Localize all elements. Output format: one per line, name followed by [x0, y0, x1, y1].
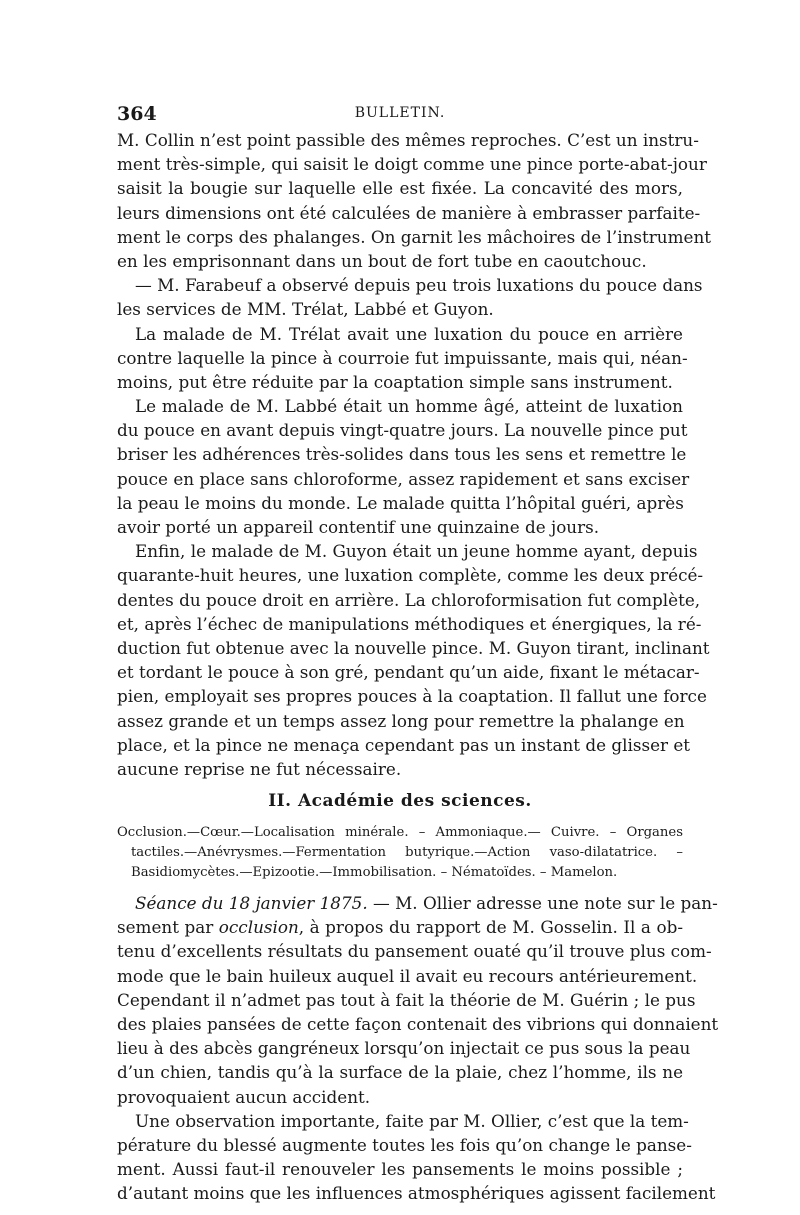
text-line: pien, employait ses propres pouces à la coaptation. Il fallut une force — [117, 686, 707, 707]
text-line: lieu à des abcès gangréneux lorsqu’on injectait ce pus sous la peau — [117, 1038, 691, 1059]
summary-line: tactiles.—Anévrysmes.—Fermentation butyrique.—Action vaso-dilatatrice. – — [131, 845, 683, 861]
paragraph — [117, 128, 712, 273]
text-line: pouce en place sans chloroforme, assez rapidement et sans exciser — [117, 468, 690, 489]
paragraph — [117, 394, 690, 539]
running-title: BULLETIN. — [354, 105, 446, 121]
text-line: quarante-huit heures, une luxation complète, comme les deux précé- — [117, 565, 704, 586]
text-line — [117, 891, 718, 915]
text-line: Enfin, le malade de M. Guyon était un jeune homme ayant, depuis — [135, 541, 698, 562]
seance-date: Séance du 18 janvier 1875. — [135, 893, 368, 914]
paragraph — [117, 273, 703, 321]
text-line: mode que le bain huileux auquel il avait eu recours antérieurement. — [117, 965, 698, 986]
italic-term: occlusion — [218, 917, 299, 938]
text-line: d’un chien, tandis qu’à la surface de la plaie, chez l’homme, ils ne — [117, 1062, 683, 1083]
text-line: moins, put être réduite par la coaptation simple sans instrument. — [117, 371, 673, 392]
paragraph — [117, 1109, 716, 1206]
text-line: et tordant le pouce à son gré, pendant qu’un aide, fixant le métacar- — [117, 662, 700, 683]
text-line: dentes du pouce droit en arrière. La chloroformisation fut complète, — [117, 589, 701, 610]
text-line: ment. Aussi faut-il renouveler les pansements le moins possible ; — [117, 1159, 683, 1180]
text-line: briser les adhérences très-solides dans tous les sens et remettre le — [117, 444, 687, 465]
text-line: tenu d’excellents résultats du pansement ouaté qu’il trouve plus com- — [117, 941, 712, 962]
text-line: provoquaient aucun accident. — [117, 1086, 371, 1107]
text-line: Le malade de M. Labbé était un homme âgé, atteint de luxation — [135, 396, 683, 417]
text-line: en les emprisonnant dans un bout de fort tube en caoutchouc. — [117, 250, 647, 271]
text-run: sement par — [117, 917, 219, 938]
text-line: assez grande et un temps assez long pour remettre la phalange en — [117, 710, 685, 731]
text-line: ment très-simple, qui saisit le doigt comme une pince porte-abat-jour — [117, 154, 707, 175]
text-line: place, et la pince ne menaça cependant pas un instant de glisser et — [117, 734, 691, 755]
section-summary — [117, 821, 683, 887]
text-line: Une observation importante, faite par M. Ollier, c’est que la tem- — [135, 1110, 689, 1131]
paragraph — [117, 539, 710, 781]
text-line: Cependant il n’admet pas tout à fait la théorie de M. Guérin ; le pus — [117, 989, 696, 1010]
section-heading: II. Académie des sciences. — [268, 791, 532, 812]
text-line: contre laquelle la pince à courroie fut impuissante, mais qui, néan- — [117, 347, 688, 368]
text-line: des plaies pansées de cette façon contenait des vibrions qui donnaient — [117, 1014, 719, 1034]
paragraph — [117, 891, 719, 1109]
text-line: pérature du blessé augmente toutes les fois qu’on change le panse- — [117, 1134, 692, 1155]
page-header — [117, 103, 683, 127]
text-line: — M. Farabeuf a observé depuis peu trois luxations du pouce dans — [135, 275, 703, 296]
text-line: avoir porté un appareil contentif une quinzaine de jours. — [117, 517, 600, 537]
text-line: la peau le moins du monde. Le malade quitta l’hôpital guéri, après — [117, 492, 684, 513]
page-number: 364 — [117, 103, 157, 125]
text-line: duction fut obtenue avec la nouvelle pince. M. Guyon tirant, inclinant — [117, 637, 710, 658]
paragraph — [117, 322, 688, 395]
text-line: les services de MM. Trélat, Labbé et Guyon. — [117, 299, 494, 320]
text-line: et, après l’échec de manipulations méthodiques et énergiques, la ré- — [117, 613, 702, 634]
text-line — [117, 915, 683, 939]
text-line: d’autant moins que les influences atmosphériques agissent facilement — [117, 1183, 716, 1204]
text-line: leurs dimensions ont été calculées de manière à embrasser parfaite- — [117, 202, 701, 223]
text-run: , à propos du rapport de M. Gosselin. Il a ob- — [298, 917, 683, 938]
text-line: M. Collin n’est point passible des mêmes reproches. C’est un instru- — [117, 130, 699, 150]
text-line: La malade de M. Trélat avait une luxation du pouce en arrière — [135, 323, 683, 344]
text-line: du pouce en avant depuis vingt-quatre jours. La nouvelle pince put — [117, 420, 688, 441]
body-text — [117, 128, 719, 1206]
summary-line: Occlusion.—Cœur.—Localisation minérale. – Ammoniaque.— Cuivre. – Organes — [117, 825, 683, 841]
text-run: — M. Ollier adresse une note sur le pan- — [367, 893, 718, 914]
summary-line: Basidiomycètes.—Epizootie.—Immobilisation. – Nématoïdes. – Mamelon. — [131, 865, 618, 881]
text-line: aucune reprise ne fut nécessaire. — [117, 758, 402, 779]
text-line: ment le corps des phalanges. On garnit les mâchoires de l’instrument — [117, 226, 712, 247]
text-line: saisit la bougie sur laquelle elle est fixée. La concavité des mors, — [117, 178, 683, 199]
